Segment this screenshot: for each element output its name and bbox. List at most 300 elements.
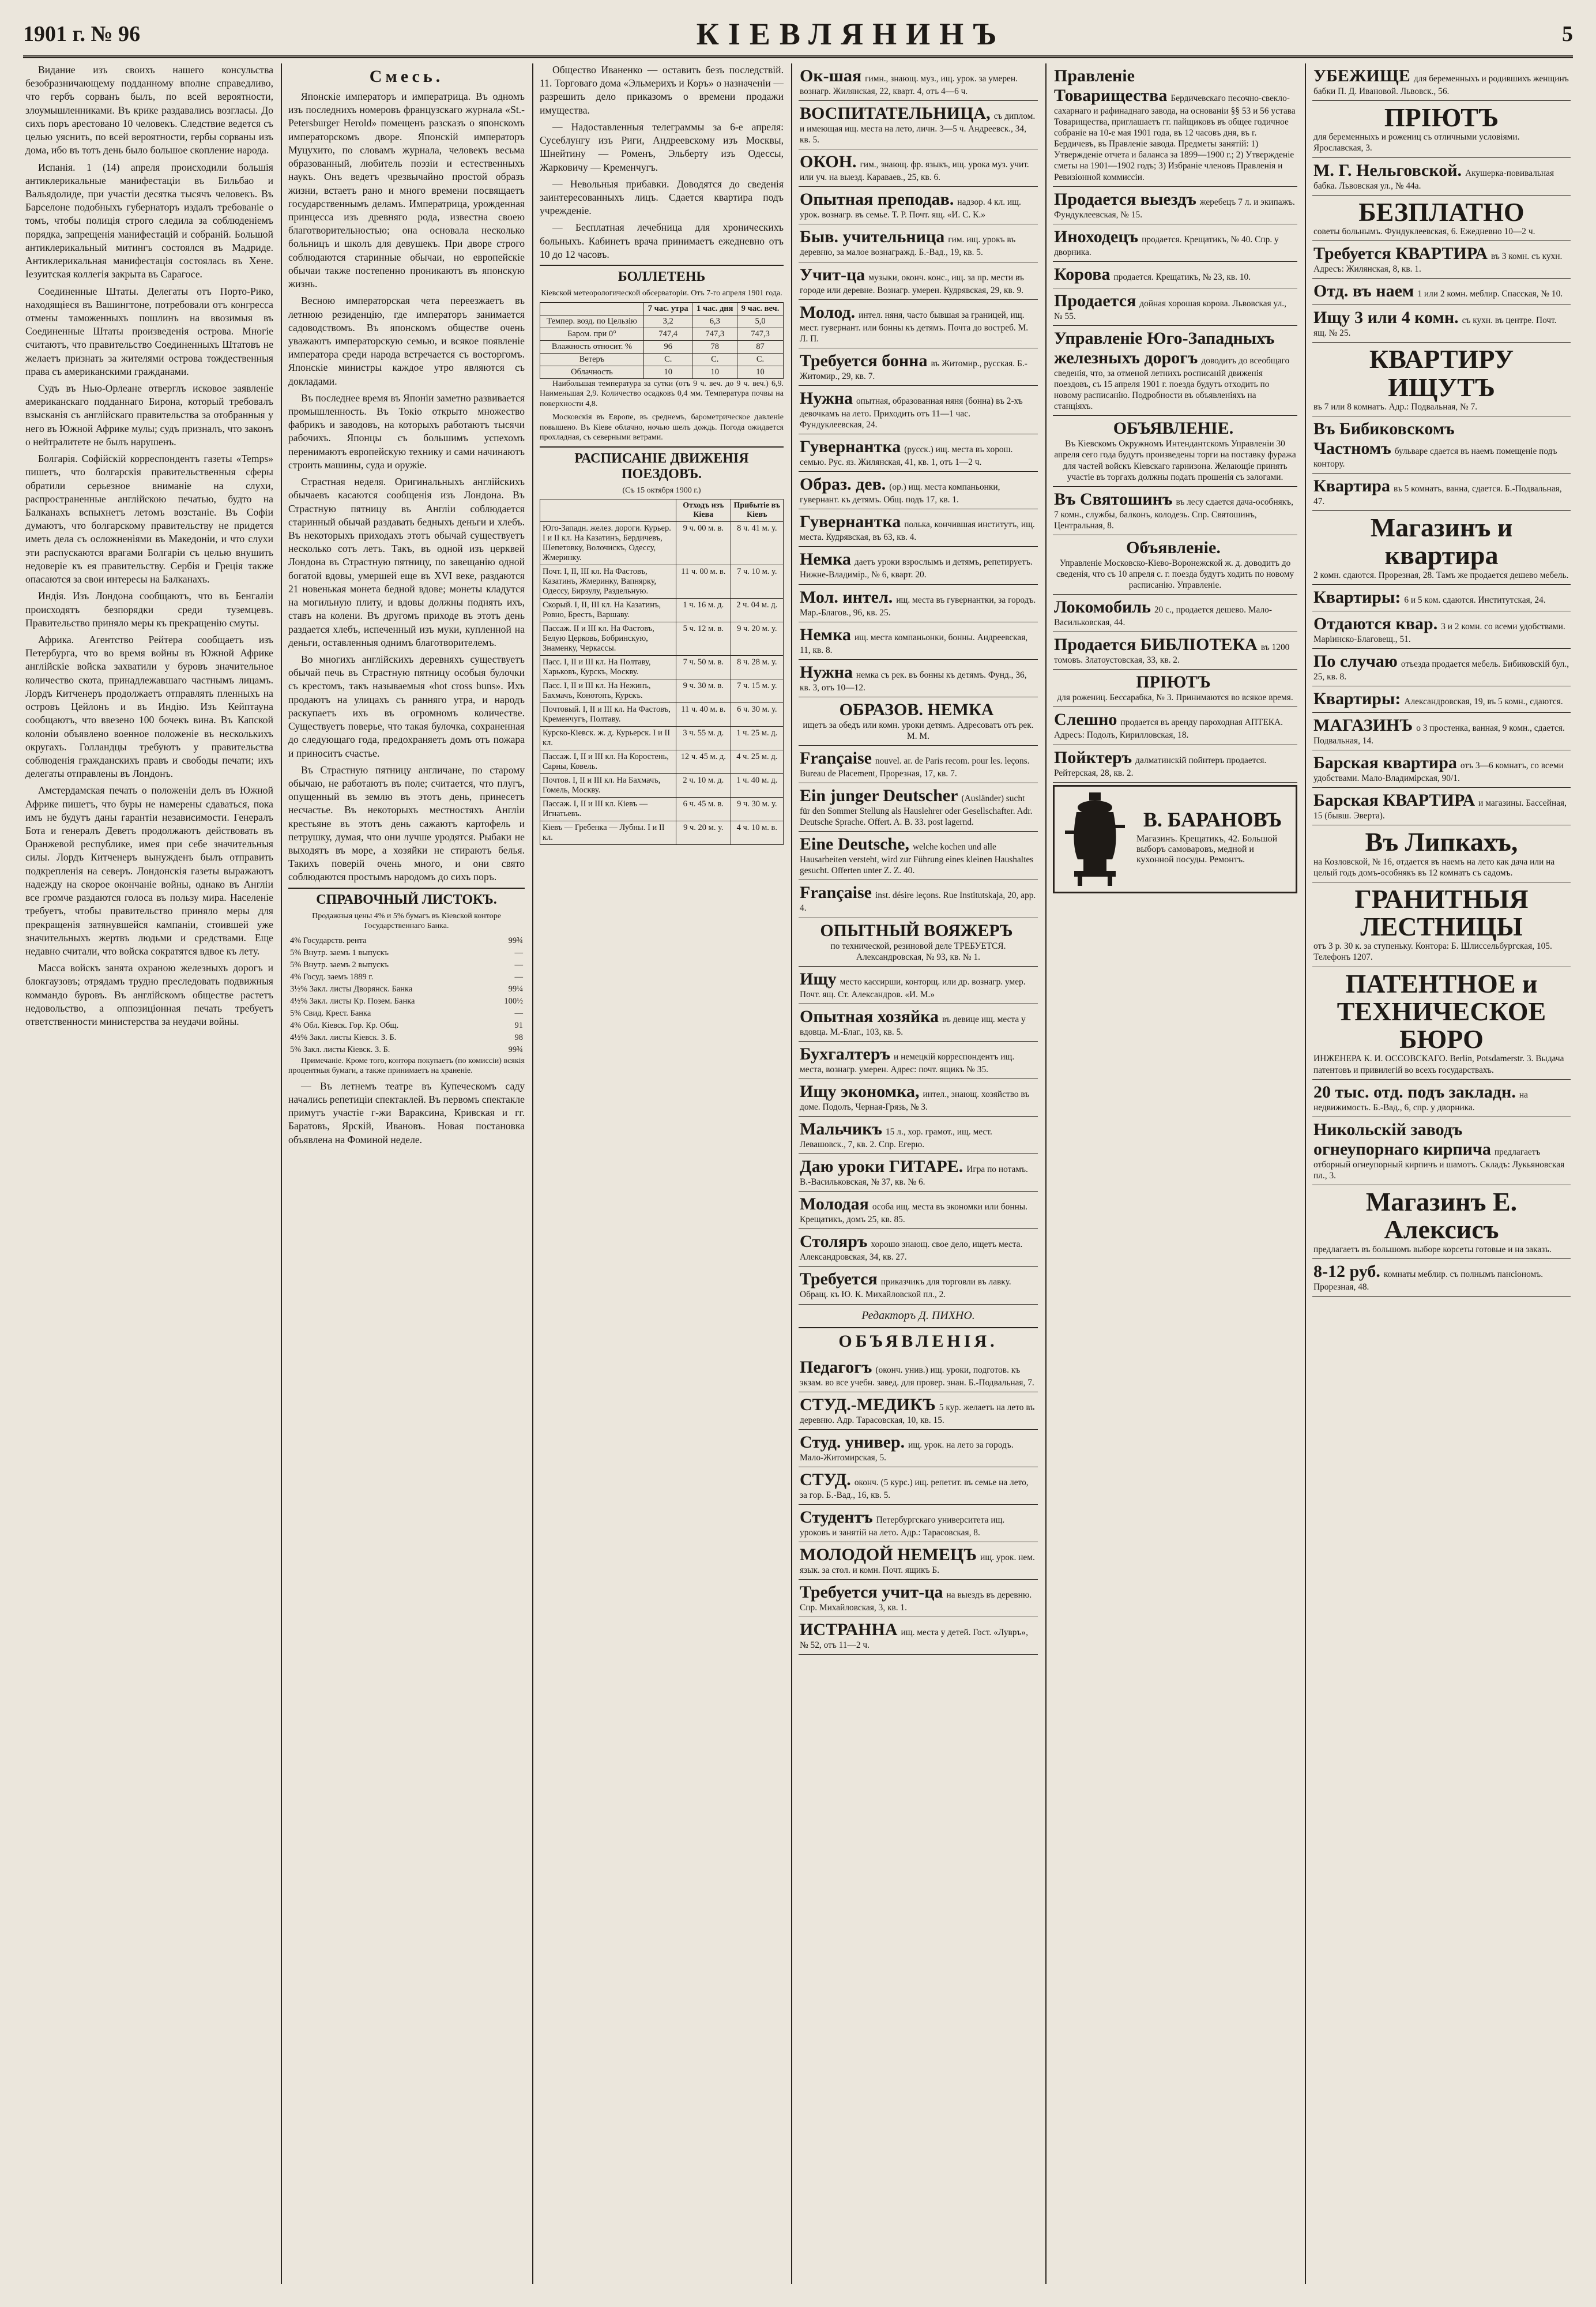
ad-heading: СТУД.-МЕДИКЪ: [800, 1395, 936, 1414]
classified-ad: [1312, 158, 1571, 196]
ad-heading: Немка: [800, 550, 851, 569]
weather-cell: С.: [643, 353, 692, 366]
classified-ad: [799, 224, 1038, 262]
ad-text: Александровская, 19, въ 5 комн., сдаются.: [1404, 697, 1563, 707]
weather-header-cell: [540, 302, 644, 315]
security-price: 91: [514, 1020, 523, 1030]
local-news-paragraph: — Невольныя прибавки. Доводятся до сведенія заинтересованныхъ лицъ. Сдается квартира подъ учрежденіе.: [540, 178, 784, 217]
rate-row: [288, 1008, 525, 1020]
classified-ad: [799, 1430, 1038, 1467]
column-classifieds-1: [799, 63, 1038, 2284]
classified-ad: [1312, 511, 1571, 585]
news-paragraph: Видание изъ своихъ нашего консульства безобразничающему подданному вполне справедливо, что гербъ сорванъ былъ, по всей вероятности, злоумышленниками. Въ крике раздавались возгласы. До сихъ поръ арестовано 10 человекъ. Следствие ведется съ целью уяснить, по всей вероятности, гербы сорваны изъ дома, ибо въ тотъ день было большое скопление народа.: [25, 64, 273, 156]
classified-ad: [799, 697, 1038, 746]
ad-text: жеребецъ 7 л. и экипажъ. Фундуклеевская, № 15.: [1054, 197, 1295, 220]
ad-heading: ОБЪЯВЛЕНІЕ.: [1113, 419, 1234, 438]
security-name: 4% Государств. рента: [290, 935, 367, 945]
ad-text: ищ. места компаньонки, бонны. Андреевская, 11, кв. 8.: [800, 632, 1028, 655]
ad-text: музыки, оконч. конс., ищ. за пр. мести въ городе или деревне. Вознагр. умерен. Кудрявская, 29, кв. 9.: [800, 272, 1024, 295]
announcements-title: ОБЪЯВЛЕНІЯ.: [838, 1331, 998, 1351]
news-paragraph: Соединенные Штаты. Делегаты отъ Порто-Рико, находящіеся въ Вашингтоне, потребовали отъ конгресса отмены таможенныхъ пошлинъ на ввозимыя въ Соединенные Штаты произведенія острова. Многіе считаютъ, что правительство Соединенныхъ Штатовъ не желаетъ признать за жителями острова тождественныя права съ американскими гражданами.: [25, 285, 273, 377]
ad-heading: Отдаются квар.: [1313, 614, 1438, 633]
news-paragraph: Болгарія. Софійскій корреспондентъ газеты «Temps» пишетъ, что болгарскія правительственныя сферы обратили серьезное вниманіе на слухи, распространенные англійскою печатью, будто на Балканахъ вспыхнетъ летомъ возстаніе. Въ Софіи думаютъ, что болгарскому правительству не придется иметь дела съ осложненіями въ Македоніи, и что слухи эти распускаются врагами Болгаріи съ целью внушить недоверіе къ ея правительству. Сербія и Греція также опасаются за свои интересы на Балканахъ.: [25, 453, 273, 585]
arrival-time: 1 ч. 40 м. д.: [731, 774, 783, 798]
ad-heading: Пойктеръ: [1054, 747, 1132, 767]
ad-text: inst. désire leçons. Rue Institutskaja, 20, app. 4.: [800, 891, 1036, 914]
departure-time: 9 ч. 30 м. в.: [676, 679, 731, 703]
classified-ad: [1053, 326, 1297, 416]
weather-cell: 5,0: [737, 315, 784, 328]
ad-text: Бердичевскаго песочно-свекло-сахарнаго и рафинаднаго завода, на основаніи §§ 53 и 56 устава Товарищества, приглашаетъ гг. пайщиковъ въ общее годичное собраніе на 10-е мая 1901 года, въ 12 часовъ дня, въ г. Бердичевъ, въ Правленіе завода. Предметы занятій: 1) Утвержденіе отчета и баланса за 1899—1900 г.; 2) Утвержденіе сметы на 1901—1902 годъ; 3) Избраніе членовъ Правленія и Ревизіонной коммиссіи.: [1054, 93, 1296, 182]
ad-text: для беременныхъ и родившихъ женщинъ бабки П. Д. Ивановой. Львовск., 56.: [1313, 74, 1569, 96]
classified-ad: [799, 1192, 1038, 1229]
ad-heading: Быв. учительница: [800, 227, 945, 247]
train-route: Юго-Западн. желез. дороги. Курьер. I и II кл. На Казатинъ, Бердичевъ, Шепетовку, Волочискъ, Одессу, Жмеринку.: [540, 522, 676, 565]
classified-ad: [1312, 1117, 1571, 1185]
classified-ad: [799, 1004, 1038, 1042]
rates-note: Примечаніе. Кроме того, контора покупаетъ (по комиссіи) всякія процентныя бумаги, а также принимаетъ на храненіе.: [288, 1056, 525, 1076]
ad-text: оконч. (5 курс.) ищ. репетит. въ семье на лето, за гор. Б.-Вад., 16, кв. 5.: [800, 1477, 1029, 1500]
schedule-row: [540, 703, 784, 727]
ad-text: въ 1200 томовъ. Златоустовская, 33, кв. 2.: [1054, 642, 1290, 666]
ad-text: далматинскій пойнтеръ продается. Рейтерская, 28, кв. 2.: [1054, 755, 1267, 778]
classified-ad: [799, 1467, 1038, 1505]
schedule-header-row: [540, 499, 784, 522]
classified-ad: [1053, 707, 1297, 745]
classified-ad: [1053, 63, 1297, 187]
ad-heading: Въ Бибиковскомъ Частномъ: [1313, 419, 1455, 458]
departure-time: 5 ч. 12 м. в.: [676, 622, 731, 656]
weather-cell: 6,3: [692, 315, 737, 328]
ad-text: ищ. урок. нем. язык. за стол. и комн. Почт. ящикъ Б.: [800, 1553, 1035, 1576]
ad-heading: Правленіе Товарищества: [1054, 66, 1168, 105]
local-news-paragraph: — Надоставленныя телеграммы за 6-е апреля: Сусеблунгу изъ Риги, Андреевскому изъ Москвы, Шнейтину — Роменъ, Эльберту изъ Одессы, Жарковичу — Кременчугъ.: [540, 121, 784, 173]
ad-heading: Объявленіе.: [1126, 538, 1221, 557]
train-route: Почтовый. I, II и III кл. На Фастовъ, Кременчугъ, Полтаву.: [540, 703, 676, 727]
security-name: 5% Свид. Крест. Банка: [290, 1008, 371, 1018]
security-price: 100½: [504, 996, 523, 1006]
weather-note: Наибольшая температура за сутки (отъ 9 ч. веч. до 9 ч. веч.) 6,9. Наименьшая 2,9. Количество осадковъ 0,4 мм. Температура почвы на поверхности 4,8.: [540, 379, 784, 408]
ad-heading: Никольскій заводъ огнеупорнаго кирпича: [1313, 1119, 1491, 1159]
weather-cell: 3,2: [643, 315, 692, 328]
ad-text: съ диплом. и имеющая ищ. места на лето, личн. 3—5 ч. Андреевск., 34, кв. 5.: [800, 111, 1036, 145]
ad-text: даетъ уроки взрослымъ и детямъ, репетируетъ. Нижне-Владимір., № 6, кварт. 20.: [800, 557, 1033, 580]
weather-cell: 78: [692, 340, 737, 353]
classified-ad: [799, 63, 1038, 101]
train-route: Пасс. I, II и III кл. На Нежинъ, Бахмачъ, Конотопъ, Курскъ.: [540, 679, 676, 703]
security-name: 4½% Закл. листы Кіевск. З. Б.: [290, 1032, 397, 1042]
ad-text: интел. няня, часто бывшая за границей, ищ. мест. гувернант. или бонны къ детямъ. Почта до востреб. М. Л. П.: [800, 310, 1029, 344]
schedule-header-cell: Прибытіе въ Кіевъ: [731, 499, 783, 522]
ad-text: советы больнымъ. Фундуклеевская, 6. Ежедневно 10—2 ч.: [1313, 226, 1535, 236]
classified-ad: [799, 1042, 1038, 1079]
ad-heading: Магазинъ и квартира: [1370, 513, 1513, 570]
ad-heading: Квартиры:: [1313, 689, 1401, 708]
classified-ad: [1312, 101, 1571, 157]
ad-text: welche kochen und alle Hausarbeiten versteht, wird zur Führung eines kleinen Haushaltes gesucht. Offerten unter Z. Z. 40.: [800, 842, 1034, 876]
schedule-row: [540, 774, 784, 798]
classified-ad: [799, 547, 1038, 584]
ad-text: полька, кончившая институтъ, ищ. места. Кудрявская, въ 63, кв. 4.: [800, 520, 1035, 543]
ad-text: отъ 3—6 комнатъ, со всеми удобствами. Мало-Владимірская, 90/1.: [1313, 761, 1564, 784]
security-name: 4% Госуд. заемъ 1889 г.: [290, 972, 374, 982]
weather-row: [540, 328, 784, 340]
departure-time: 11 ч. 00 м. в.: [676, 565, 731, 599]
ad-text: Игра по нотамъ. В.-Васильковская, № 37, кв. № 6.: [800, 1164, 1028, 1188]
ad-text: и немецкій корреспондентъ ищ. места, вознагр. умерен. Адрес: почт. ящикъ № 35.: [800, 1051, 1015, 1074]
ad-text: 3 и 2 комн. со всеми удобствами. Маріинско-Благовещ., 51.: [1313, 621, 1565, 644]
news-paragraph: Африка. Агентство Рейтера сообщаетъ изъ Петербурга, что во время войны въ Южной Африке англійскіе войска захватили у буровъ значительное количество скота, принадлежавшаго частнымъ лицамъ. Лордъ Китченеръ продолжаетъ отправлять пленныхъ на островъ Цейлонъ и въ Индію. Изъ Кейптауна сообщаютъ, что ввезено 100 бочекъ вина. Въ Капской колоніи объявлено военное положеніе въ несколькихъ округахъ. Голландцы требуютъ у правительства соблюденія гражданскихъ правъ и свободы печати; ихъ делегаты отправлены въ Лондонъ.: [25, 633, 273, 780]
ad-text: продается въ аренду пароходная АПТЕКА. Адресъ: Подолъ, Кирилловская, 18.: [1054, 717, 1283, 741]
classified-ad: [1053, 416, 1297, 486]
ad-heading: БЕЗПЛАТНО: [1358, 197, 1525, 227]
ad-text: 5 кур. желаетъ на лето въ деревню. Адр. Тарасовская, 10, кв. 15.: [800, 1402, 1035, 1425]
column-miscellany: [288, 63, 525, 2284]
miscellany-paragraph: Страстная неделя. Оригинальныхъ англійскихъ обычаевъ касаются сообщенія изъ Лондона. Въ Страстную пятницу въ Англіи соблюдается старинный обычай раздавать бедныхъ деньги и хлебъ. Въ некоторыхъ приходахъ этотъ обычай существуетъ несколько сотъ летъ. Такъ, въ одной изъ церквей Лондона въ Страстную пятницу, по завещанію одной богатой вдовы, умершей еще въ XVI веке, раздаются 21 новенькая монета бедной вдове; монеты кладутся на могильную плиту, и вдовы должны поднять ихъ, ставъ на колени. Въ другомъ приходе въ этотъ день раздается хлебъ, испеченный изъ муки, купленной на деньги, оставленныя однимъ благотворителемъ.: [288, 476, 525, 648]
ad-text: Управленіе Московско-Кіево-Воронежской ж. д. доводитъ до сведенія, что съ 10 апреля с. г. поезда будутъ ходить по новому расписанію. Управленіе.: [1056, 558, 1294, 591]
miscellany-paragraph: Весною императорская чета переезжаетъ въ летнюю резиденцію, где императоръ занимается садоводствомъ. Въ японскомъ обществе очень уважаютъ императорскую семью, и всякое появленіе императора среди народа встречается съ восторгомъ. Японскіе министры каждое утро являются съ докладами.: [288, 295, 525, 387]
ad-text: Въ Кіевскомъ Окружномъ Интендантскомъ Управленіи 30 апреля сего года будутъ произведены торги на поставку фуража для частей войскъ Кіевскаго гарнизона. Желающіе принять участіе въ торгахъ должны подать прошенія съ залогами.: [1054, 439, 1296, 482]
classified-ad: [1312, 649, 1571, 686]
ad-text: на недвижимость. Б.-Вад., 6, спр. у дворника.: [1313, 1089, 1528, 1113]
train-route: Пассаж. I, II и III кл. Кіевъ — Игнатьевъ.: [540, 798, 676, 821]
column-classifieds-3: [1312, 63, 1571, 2284]
ad-text: въ 5 комнатъ, ванна, сдается. Б.-Подвальная, 47.: [1313, 484, 1562, 507]
column-rule: [1045, 63, 1047, 2284]
classified-ad: [1053, 535, 1297, 595]
arrival-time: 4 ч. 25 м. д.: [731, 750, 783, 774]
arrival-time: 7 ч. 10 м. у.: [731, 565, 783, 599]
ad-text: хорошо знающ. свое дело, ищетъ места. Александровская, 34, кв. 27.: [800, 1239, 1023, 1263]
ad-heading: Барская КВАРТИРА: [1313, 791, 1475, 810]
securities-rates-table: [288, 935, 525, 1056]
classified-ad: [799, 187, 1038, 224]
classified-ad: [799, 1580, 1038, 1617]
classified-ad: [1053, 262, 1297, 288]
security-price: 99¾: [508, 1044, 523, 1054]
ad-heading: ПРІЮТЪ: [1384, 103, 1499, 133]
ad-heading: Локомобиль: [1054, 598, 1151, 617]
weather-cell: Облачность: [540, 366, 644, 378]
train-route: Пассаж. I, II и III кл. На Коростень, Сарны, Ковель.: [540, 750, 676, 774]
security-price: 99¾: [508, 935, 523, 945]
newspaper-title: КІЕВЛЯНИНЪ: [696, 17, 1006, 51]
weather-cell: 747,3: [692, 328, 737, 340]
weather-cell: С.: [737, 353, 784, 366]
classified-ad: [1312, 305, 1571, 343]
classified-ad: [799, 1229, 1038, 1267]
schedule-row: [540, 656, 784, 679]
weather-cell: 96: [643, 340, 692, 353]
ad-heading: Бухгалтеръ: [800, 1044, 891, 1064]
classified-ad: [799, 1117, 1038, 1154]
ad-heading: Продается выездъ: [1054, 189, 1196, 209]
classified-ad: [799, 660, 1038, 697]
train-schedule-subtitle: (Съ 15 октября 1900 г.): [622, 486, 701, 495]
security-name: 3½% Закл. листы Дворянск. Банка: [290, 984, 413, 994]
ad-text: въ 3 комн. съ кухн. Адресъ: Жилянская, 8, кв. 1.: [1313, 251, 1563, 275]
samovar-icon: [1060, 790, 1130, 888]
classified-ad: [799, 1505, 1038, 1542]
ad-heading: Учит-ца: [800, 265, 865, 284]
ad-heading: ИСТРАННА: [800, 1620, 898, 1640]
classified-ad: [1053, 595, 1297, 632]
rate-row: [288, 971, 525, 983]
schedule-row: [540, 522, 784, 565]
classified-ad: [799, 967, 1038, 1004]
weather-table: [540, 302, 784, 379]
page-number: 5: [1562, 22, 1573, 46]
ad-text: продается. Крещатикъ, № 40. Спр. у дворника.: [1054, 234, 1279, 257]
weather-header-cell: 9 час. веч.: [737, 302, 784, 315]
ad-heading: Гувернантка: [800, 512, 901, 532]
weather-header-cell: 7 час. утра: [643, 302, 692, 315]
ad-text: ищетъ за обедъ или комн. уроки детямъ. Адресоватъ отъ рек. М. М.: [803, 720, 1034, 741]
schedule-row: [540, 622, 784, 656]
baranov-title: В. БАРАНОВЪ: [1143, 808, 1282, 832]
ad-heading: Нужна: [800, 388, 853, 408]
security-price: 98: [514, 1032, 523, 1042]
ad-heading: КВАРТИРУ ИЩУТЪ: [1369, 344, 1514, 402]
arrival-time: 7 ч. 15 м. у.: [731, 679, 783, 703]
ad-heading: Студ. универ.: [800, 1432, 905, 1452]
news-paragraph: Индія. Изъ Лондона сообщаютъ, что въ Бенгаліи происходятъ безпорядки среди туземцевъ. Правительство приняло меры къ прекращенію смуты.: [25, 590, 273, 629]
ad-heading: Ищу 3 или 4 комн.: [1313, 308, 1459, 328]
weather-cell: 10: [643, 366, 692, 378]
ad-heading: УБЕЖИЩЕ: [1313, 66, 1410, 85]
arrival-time: 9 ч. 20 м. у.: [731, 622, 783, 656]
ad-text: опытная, образованная няня (бонна) въ 2-хъ девочкамъ на лето. Приходить отъ 11—1 час. Фундуклеевская, 24.: [800, 396, 1023, 430]
ad-heading: Столяръ: [800, 1232, 868, 1252]
ad-text: nouvel. ar. de Paris recom. pour les. leçons. Bureau de Placement, Прорезная, 17, кв. 7.: [800, 756, 1030, 779]
ad-text: въ лесу сдается дача-особнякъ, 7 комн., службы, балконъ, колодезь. Спр. Святошинъ, Центральная, 8.: [1054, 497, 1293, 531]
local-news-paragraph: Общество Иваненко — оставить безъ последствій. 11. Торговаго дома «Эльмерихъ и Коръ» о назначеніи — разрешить дело приказомъ о времени продажи имущества.: [540, 64, 784, 116]
ad-text: 20 с., продается дешево. Мало-Васильковская, 44.: [1054, 605, 1272, 628]
ad-heading: Ein junger Deutscher: [800, 786, 958, 806]
news-paragraph: Судъ въ Нью-Орлеане отверглъ исковое заявленіе американскаго подданнаго Бирона, который требовалъ взысканія съ англійскаго правительства за отобранныя у него въ Южной Африке мулы; судъ призналъ, что законъ о нейтралитете не былъ нарушенъ.: [25, 382, 273, 448]
column-foreign-news: [25, 63, 273, 2284]
ad-text: и магазины. Бассейная, 15 (бывш. Эверта).: [1313, 798, 1567, 821]
ad-heading: Ищу: [800, 969, 837, 989]
ad-heading: Нужна: [800, 662, 853, 682]
ad-heading: МОЛОДОЙ НЕМЕЦЪ: [800, 1545, 977, 1565]
security-name: 4% Обл. Кіевск. Гор. Кр. Общ.: [290, 1020, 399, 1030]
rate-row: [288, 947, 525, 959]
column-rule: [532, 63, 533, 2284]
ad-text: (ор.) ищ. места компаньонки, гувернант. къ детямъ. Общ. подъ 17, кв. 1.: [800, 482, 1000, 505]
ad-heading: Продается: [1054, 291, 1136, 310]
weather-cell: Баром. при 0°: [540, 328, 644, 340]
rate-row: [288, 1032, 525, 1044]
classified-ad: [799, 348, 1038, 386]
ad-text: для рожениц. Бессарабка, № 3. Принимаются во всякое время.: [1057, 693, 1293, 703]
ad-text: доводитъ до всеобщаго сведенія, что, за отменой летнихъ росписаній движенія поездовъ, съ 15 апреля 1901 г. поезда будутъ отходить по новому расписанію. Подробности въ объявленіяхъ на станціяхъ.: [1054, 355, 1290, 412]
ad-heading: 20 тыс. отд. подъ закладн.: [1313, 1082, 1516, 1102]
reference-sheet-subtitle: Продажныя цены 4% и 5% бумагъ въ Кіевской конторе Государственнаго Банка.: [312, 911, 501, 931]
departure-time: 9 ч. 00 м. в.: [676, 522, 731, 565]
weather-cell: 747,3: [737, 328, 784, 340]
classified-ad: [1312, 1185, 1571, 1259]
ad-heading: Квартира: [1313, 476, 1390, 496]
departure-time: 7 ч. 50 м. в.: [676, 656, 731, 679]
ad-heading: Продается БИБЛІОТЕКА: [1054, 635, 1258, 655]
train-route: Почт. I, II, III кл. На Фастовъ, Казатинъ, Жмеринку, Вапнярку, Одессу, Бирзулу, Раздельную.: [540, 565, 676, 599]
ad-text: въ девице ищ. места у вдовца. М.-Благ., 103, кв. 5.: [800, 1014, 1026, 1037]
weather-cell: Влажность относит. %: [540, 340, 644, 353]
classified-ad: [1053, 745, 1297, 783]
ad-heading: ВОСПИТАТЕЛЬНИЦА,: [800, 104, 991, 123]
departure-time: 11 ч. 40 м. в.: [676, 703, 731, 727]
departure-time: 3 ч. 55 м. д.: [676, 727, 731, 750]
train-route: Курско-Кіевск. ж. д. Курьерск. I и II кл.: [540, 727, 676, 750]
issue-number: 1901 г. № 96: [23, 22, 141, 46]
classified-ad: [799, 262, 1038, 300]
classified-ad: [1312, 788, 1571, 825]
weather-cell: 747,4: [643, 328, 692, 340]
weather-cell: 10: [737, 366, 784, 378]
departure-time: 6 ч. 45 м. в.: [676, 798, 731, 821]
weather-row: [540, 340, 784, 353]
classified-ad: [1312, 343, 1571, 416]
ad-text: интел., знающ. хозяйство въ доме. Подолъ, Черная-Грязь, № 3.: [800, 1089, 1030, 1112]
schedule-header-cell: [540, 499, 676, 522]
ad-text: Акушерка-повивальная бабка. Львовская ул., № 44а.: [1313, 168, 1554, 191]
rate-row: [288, 1044, 525, 1056]
ad-heading: Слешно: [1054, 710, 1117, 730]
weather-forecast: Московскія въ Европе, въ среднемъ, барометрическое давленіе повышено. Въ Кіеве облачно, ночью шелъ дождь. Погода ожидается прохладная, съ северными ветрами.: [540, 413, 784, 442]
schedule-row: [540, 821, 784, 845]
train-route: Пасс. I, II и III кл. На Полтаву, Харьковъ, Курскъ, Москву.: [540, 656, 676, 679]
ad-heading: Требуется КВАРТИРА: [1313, 244, 1488, 264]
arrival-time: 4 ч. 10 м. в.: [731, 821, 783, 845]
classified-ad: [799, 149, 1038, 187]
column-rule: [791, 63, 792, 2284]
arrival-time: 8 ч. 28 м. у.: [731, 656, 783, 679]
ad-text: ищ. урок. на лето за городъ. Мало-Житомирская, 5.: [800, 1440, 1014, 1463]
local-news-paragraph: — Бесплатная лечебница для хроническихъ больныхъ. Кабинетъ врача принимаетъ ежедневно отъ 10 до 12 часовъ.: [540, 221, 784, 260]
ad-heading: Иноходецъ: [1054, 227, 1139, 246]
classified-ad: [1312, 416, 1571, 474]
ad-text: гим. ищ. урокъ въ деревню, за малое вознагражд. Б.-Вад., 19, кв. 5.: [800, 235, 1016, 258]
classified-ad: [1312, 825, 1571, 882]
ad-heading: Въ Липкахъ,: [1365, 827, 1518, 857]
arrival-time: 8 ч. 41 м. у.: [731, 522, 783, 565]
classified-ad: [1053, 288, 1297, 326]
ad-text: продается. Крещатикъ, № 23, кв. 10.: [1113, 272, 1251, 282]
ad-heading: Опытная преподав.: [800, 190, 954, 209]
ad-heading: ОПЫТНЫЙ ВОЯЖЕРЪ: [820, 920, 1013, 940]
classified-ad: [1053, 187, 1297, 224]
ad-heading: Квартиры:: [1313, 587, 1401, 607]
ad-heading: ПАТЕНТНОЕ и ТЕХНИЧЕСКОЕ БЮРО: [1337, 968, 1546, 1054]
classified-ad: [799, 1355, 1038, 1392]
ad-text: ИНЖЕНЕРА К. И. ОССОВСКАГО. Berlin, Potsdamerstr. 3. Выдача патентовъ и привилегій во всехъ государствахъ.: [1313, 1054, 1564, 1075]
baranov-advert: [1053, 785, 1297, 893]
weather-cell: Темпер. возд. по Цельзію: [540, 315, 644, 328]
security-price: —: [514, 948, 523, 957]
ad-text: надзор. 4 кл. ищ. урок. вознагр. въ семье. Т. Р. Почт. ящ. «И. С. К.»: [800, 197, 1021, 220]
classified-ad: [1053, 487, 1297, 535]
bulletin-title: БОЛЛЕТЕНЬ: [618, 269, 706, 285]
ad-heading: Магазинъ Е. Алексисъ: [1365, 1186, 1518, 1245]
ad-text: на Козловской, № 16, отдается въ наемъ на лето как дача или на целый годъ домъ-особнякъ въ 12 комнатъ съ садомъ.: [1313, 856, 1555, 878]
classified-ad: [799, 832, 1038, 880]
closing-note: — Въ летнемъ театре въ Купеческомъ саду начались репетиціи спектаклей. Въ первомъ спектакле примутъ участіе г-жи Вараксина, Кривская и гг. Баратовъ, Ярскій, Ивановъ. Новая постановка объявлена на Фоминой неделе.: [288, 1080, 525, 1145]
bulletin-subtitle: Кіевской метеорологической обсерваторіи. Отъ 7-го апреля 1901 года.: [541, 289, 782, 298]
classified-ad: [1312, 241, 1571, 279]
ad-text: гимн., знающ. муз., ищ. урок. за умерен. вознагр. Жилянская, 22, кварт. 4, отъ 4—6 ч.: [800, 74, 1018, 96]
ad-heading: Молод.: [800, 302, 856, 322]
classified-ad: [799, 472, 1038, 509]
classified-ad: [799, 1267, 1038, 1304]
schedule-header-cell: Отходъ изъ Кіева: [676, 499, 731, 522]
column-bulletin-schedule: [540, 63, 784, 2284]
classified-ad: [799, 880, 1038, 918]
news-paragraph: Испанія. 1 (14) апреля происходили большія антиклерикальные манифестаціи въ Бильбао и Вальядолиде, при участіи десятка тысячъ человекъ. Въ Барселоне подобныхъ губернаторъ издалъ требованіе о томъ, чтобы полиція строго следила за соблюденіемъ порядка, запрещенія манифестацій и собраній. Большой антиклерикальный митингъ состоялся въ Мадриде. Антиклерикальная манифестація состоялась въ Хене. Іезуитская коллегія закрыта въ Сарагосе.: [25, 161, 273, 280]
news-paragraph: Амстердамская печать о положеніи делъ въ Южной Африке пишетъ, что буры не намерены сдаваться, пока имъ не будутъ даны гарантіи независимости. Генералъ Бота и генералъ Деветъ продолжаютъ действовать въ Оранжевой республике, имея при себе значительныя силы. Лордъ Китченеръ вынужденъ былъ отправить подкрепленія на северъ. Лондонскія газеты выражаютъ надежду на скорое окончаніе войны, однако въ Англіи все громче раздаются голоса въ пользу мира. Населеніе требуетъ, чтобы правительство приняло меры для прекращенія затянувшейся кампаніи, стоившей уже значительныхъ жертвъ людьми и средствами. Еще недавно считали, что войска сократятся вдвое къ лету.: [25, 784, 273, 957]
ad-heading: Управленіе Юго-Западныхъ железныхъ дорогъ: [1054, 328, 1275, 367]
column-classifieds-2: [1053, 63, 1297, 2284]
ad-heading: Немка: [800, 625, 851, 644]
weather-cell: 10: [692, 366, 737, 378]
editor-line: Редакторъ Д. ПИХНО.: [861, 1309, 975, 1322]
classified-ad: [1312, 686, 1571, 713]
ad-text: о 3 простенка, ванная, 9 комн., сдается. Подвальная, 14.: [1313, 723, 1565, 746]
ad-text: (оконч. унив.) ищ. уроки, подготов. къ экзам. во все учебн. завед. для провер. знан. Б.-Подвальная, 7.: [800, 1365, 1034, 1388]
ad-text: на выездъ въ деревню. Спр. Михайловская, 3, кв. 1.: [800, 1590, 1032, 1613]
schedule-row: [540, 750, 784, 774]
classified-ad: [1312, 967, 1571, 1080]
departure-time: 1 ч. 16 м. д.: [676, 599, 731, 622]
ad-text: 6 и 5 ком. сдаются. Институтская, 24.: [1404, 595, 1546, 605]
classified-ad: [799, 1617, 1038, 1655]
ad-text: бульваре сдается въ наемъ помещеніе подъ контору.: [1313, 446, 1557, 469]
security-price: 99¼: [508, 984, 523, 994]
classified-ad: [1053, 632, 1297, 670]
ad-heading: Въ Святошинъ: [1054, 489, 1173, 509]
classified-ad: [1312, 1259, 1571, 1297]
ad-heading: Образ. дев.: [800, 475, 886, 494]
classified-ad: [799, 1392, 1038, 1430]
departure-time: 2 ч. 10 м. д.: [676, 774, 731, 798]
ad-text: особа ищ. места въ экономки или бонны. Крещатикъ, домъ 25, кв. 85.: [800, 1202, 1027, 1225]
ad-text: ищ. места въ гувернантки, за городъ. Мар.-Благов., 96, кв. 25.: [800, 595, 1036, 618]
weather-cell: Ветеръ: [540, 353, 644, 366]
miscellany-paragraph: Во многихъ англійскихъ деревняхъ существуетъ обычай печь въ Страстную пятницу особыя булочки съ крестомъ, такъ называемыя «hot cross buns». Ихъ продаютъ на улицахъ съ ранняго утра, и народъ раскупаетъ ихъ въ огромномъ количестве. Существуетъ поверье, что такая булочка, сохраненная до следующаго года, предохраняетъ домъ отъ пожара и приноситъ счастье.: [288, 653, 525, 759]
ad-text: приказчикъ для торговли въ лавку. Обращ. къ Ю. К. Михайловской пл., 2.: [800, 1277, 1011, 1300]
ad-text: въ 7 или 8 комнатъ. Адр.: Подвальная, № 7.: [1313, 401, 1478, 412]
ad-heading: СТУД.: [800, 1470, 851, 1489]
ad-heading: МАГАЗИНЪ: [1313, 716, 1413, 735]
classified-ad: [1312, 196, 1571, 241]
ad-text: предлагаетъ въ большомъ выборе корсеты готовые и на заказъ.: [1313, 1244, 1552, 1254]
train-route: Кіевъ — Гребенка — Лубны. I и II кл.: [540, 821, 676, 845]
miscellany-paragraph: Въ последнее время въ Японіи заметно развивается промышленность. Въ Токіо открыто множество фабрикъ и заводовъ, на которыхъ работаютъ тысячи рабочихъ. Японцы съ большимъ успехомъ перенимаютъ европейскую технику и сами начинаютъ строить машины, суда и оружіе.: [288, 392, 525, 471]
ad-text: съ кухн. въ центре. Почт. ящ. № 25.: [1313, 315, 1557, 339]
ad-heading: Даю уроки ГИТАРЕ.: [800, 1157, 963, 1177]
ad-text: (Ausländer) sucht für den Sommer Stellung als Hauslehrer oder Gesellschafter. Adr. Deutsche Sprache. Offert. A. B. 33. post lagernd.: [800, 794, 1033, 828]
ad-heading: ОБРАЗОВ. НЕМКА: [839, 700, 994, 719]
classified-ad: [799, 783, 1038, 832]
weather-row: [540, 353, 784, 366]
arrival-time: 1 ч. 25 м. д.: [731, 727, 783, 750]
security-name: 5% Внутр. заемъ 2 выпускъ: [290, 960, 389, 970]
classified-ad: [1312, 1080, 1571, 1117]
baranov-body: Магазинъ. Крещатикъ, 42. Большой выборъ самоваровъ, медной и кухонной посуды. Ремонтъ.: [1136, 834, 1278, 865]
ad-text: (русск.) ищ. места въ хорош. семью. Рус. яз. Жилянская, 41, кв. 1, отъ 1—2 ч.: [800, 445, 1013, 468]
column-rule: [1305, 63, 1306, 2284]
weather-cell: С.: [692, 353, 737, 366]
